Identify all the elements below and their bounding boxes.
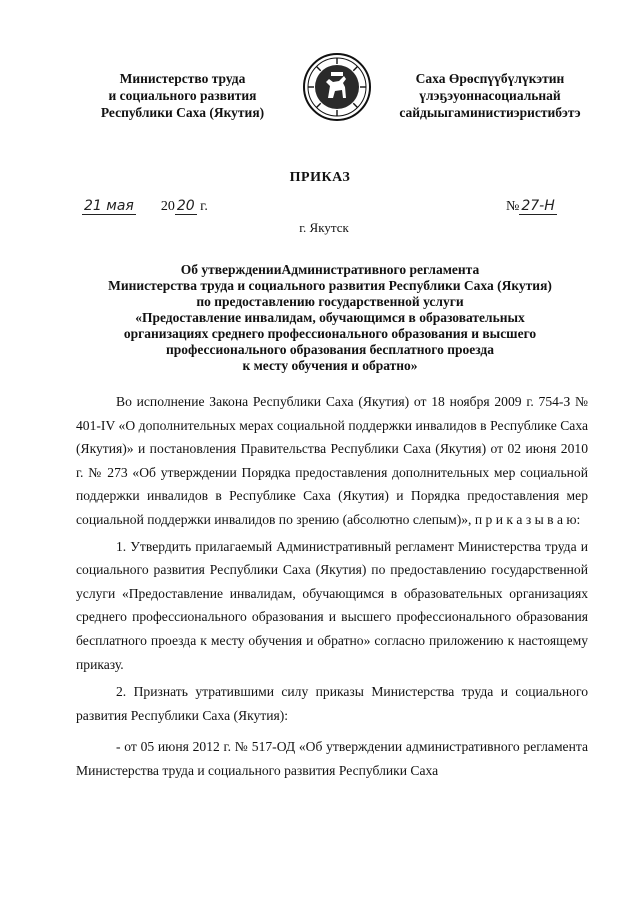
ministry-name-line: сайдыыгаминистиэристибэтэ bbox=[399, 105, 581, 120]
title-line: к месту обучения и обратно» bbox=[242, 358, 418, 373]
ministry-name-line: үлэҕэуоннасоциальнай bbox=[419, 88, 561, 103]
title-line: Об утвержденииАдминистративного регламента bbox=[180, 262, 480, 277]
title-line: по предоставлению государственной услуги bbox=[196, 294, 464, 309]
ministry-name-russian bbox=[70, 70, 295, 121]
city-name: г. Якутск bbox=[299, 220, 349, 235]
title-line: профессионального образования бесплатного проезда bbox=[166, 342, 494, 357]
order-date bbox=[82, 198, 208, 215]
year-prefix: 20 bbox=[160, 199, 175, 214]
body-paragraph: Во исполнение Закона Республики Саха (Якутия) от 18 ноября 2009 г. 754-З № 401-IV «О дополнительных мерах социальной поддержки инвалидов в Республике Саха (Якутия)» и постановления Правительства Республики Саха (Якутия) от 02 июня 2010 г. № 273 «Об утверждении Порядка предоставления дополнительных мер социальной поддержки инвалидов в Республике Саха (Якутия) и Порядка предоставления мер социальной поддержки инвалидов по зрению (абсолютно слепым)», п р и к а з ы в а ю: bbox=[76, 394, 588, 527]
document-type-title: ПРИКАЗ bbox=[289, 170, 351, 185]
body-paragraph: 2. Признать утратившими силу приказы Министерства труда и социального развития Республики Саха (Якутия): bbox=[76, 684, 588, 723]
number-sign: № bbox=[506, 199, 520, 214]
handwritten-day-month: 21 мая bbox=[84, 198, 134, 214]
body-paragraph: - от 05 июня 2012 г. № 517-ОД «Об утверждении административного регламента Министерства труда и социального развития Республики Саха bbox=[76, 739, 588, 778]
order-body bbox=[76, 390, 588, 783]
ministry-name-line: Республики Саха (Якутия) bbox=[100, 105, 265, 120]
title-line: Министерства труда и социального развития Республики Саха (Якутия) bbox=[108, 278, 552, 293]
ministry-name-line: Министерство труда bbox=[119, 71, 246, 86]
ministry-name-sakha bbox=[390, 70, 590, 121]
title-line: организациях среднего профессионального образования и высшего bbox=[123, 326, 537, 341]
body-paragraph: 1. Утвердить прилагаемый Административный регламент Министерства труда и социального развития Республики Саха (Якутия) по предоставлению государственной услуги «Предоставление инвалидам, обучающимся в образовательных организациях среднего профессионального образования и высшего профессионального образования бесплатного проезда к месту обучения и обратно» согласно приложению к настоящему приказу. bbox=[76, 538, 588, 672]
order-title bbox=[80, 262, 580, 374]
order-number bbox=[506, 198, 557, 215]
handwritten-year: 20 bbox=[176, 198, 195, 214]
ministry-name-line: и социального развития bbox=[108, 88, 257, 103]
year-unit: г. bbox=[200, 199, 208, 214]
handwritten-number: 27-Н bbox=[521, 198, 555, 214]
title-line: «Предоставление инвалидам, обучающимся в образовательных bbox=[135, 310, 525, 325]
ministry-name-line: Саха Өрөспүүбүлүкэтин bbox=[415, 71, 565, 86]
sakha-coat-of-arms-icon bbox=[302, 52, 372, 122]
